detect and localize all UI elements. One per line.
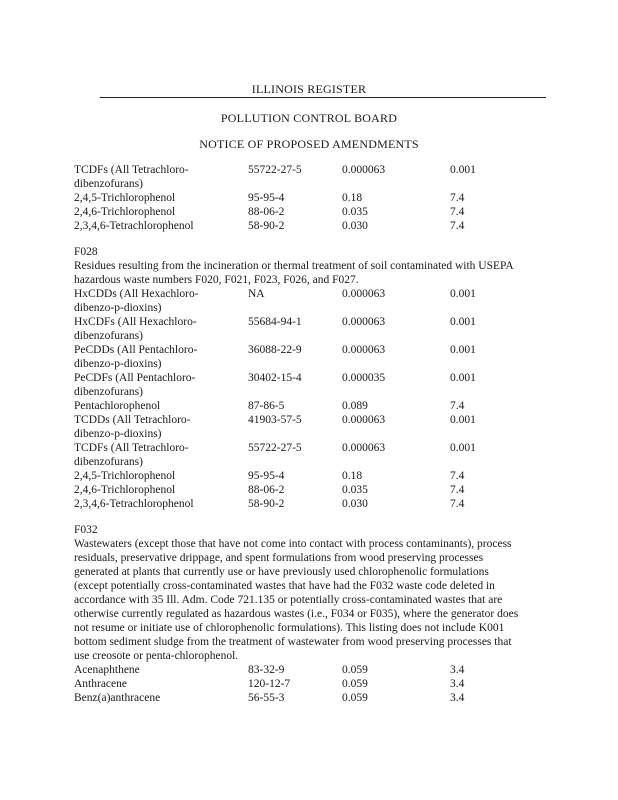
wastewater-standard: 0.059: [342, 692, 368, 704]
table-row: [74, 663, 554, 677]
cas-number: 95-95-4: [248, 192, 285, 204]
nonwastewater-standard: 3.4: [450, 692, 465, 704]
table-row: [74, 469, 554, 483]
cas-number: 88-06-2: [248, 484, 285, 496]
constituent-name: HxCDFs (All Hexachloro-: [74, 316, 197, 328]
constituent-name: Anthracene: [74, 678, 127, 690]
cas-number: 58-90-2: [248, 498, 285, 510]
constituent-name-continued: dibenzo-p-dioxins): [74, 302, 162, 314]
nonwastewater-standard: 7.4: [450, 400, 465, 412]
description-line: bottom sediment sludge from the treatment of wastewater from wood preserving processes that: [74, 636, 512, 648]
wastewater-standard: 0.000035: [342, 372, 386, 384]
wastewater-standard: 0.035: [342, 206, 368, 218]
cas-number: 55684-94-1: [248, 316, 302, 328]
waste-code-f028: F028: [74, 246, 98, 258]
nonwastewater-standard: 0.001: [450, 316, 476, 328]
nonwastewater-standard: 3.4: [450, 678, 465, 690]
constituent-name-continued: dibenzo-p-dioxins): [74, 358, 162, 370]
constituent-name: Pentachlorophenol: [74, 400, 161, 412]
constituent-name: PeCDFs (All Pentachloro-: [74, 372, 196, 384]
register-title: ILLINOIS REGISTER: [251, 82, 367, 96]
constituent-name: Benz(a)anthracene: [74, 692, 161, 704]
description-line: Wastewaters (except those that have not come into contact with process contaminants), process: [74, 538, 512, 550]
table-row: [74, 483, 554, 497]
description-line: accordance with 35 Ill. Adm. Code 721.135 or potentially cross-contaminated wastes that are: [74, 594, 503, 606]
nonwastewater-standard: 0.001: [450, 414, 476, 426]
constituent-name: 2,4,6-Trichlorophenol: [74, 206, 176, 218]
notice-title: NOTICE OF PROPOSED AMENDMENTS: [199, 137, 419, 151]
wastewater-standard: 0.089: [342, 400, 368, 412]
table-row: [74, 691, 554, 705]
description-line: not resume or initiate use of chlorophenolic formulations). This listing does not include K001: [74, 622, 505, 634]
description-line: Residues resulting from the incineration or thermal treatment of soil contaminated with USEPA: [74, 260, 514, 272]
cas-number: 58-90-2: [248, 220, 285, 232]
wastewater-standard: 0.000063: [342, 442, 386, 454]
cas-number: 56-55-3: [248, 692, 285, 704]
wastewater-standard: 0.000063: [342, 344, 386, 356]
cas-number: 88-06-2: [248, 206, 285, 218]
table-row: [74, 315, 554, 329]
table-row: [74, 399, 554, 413]
wastewater-standard: 0.059: [342, 664, 368, 676]
table-row: [74, 343, 554, 357]
description-line: use creosote or penta-chlorophenol.: [74, 650, 239, 662]
cas-number: 83-32-9: [248, 664, 285, 676]
wastewater-standard: 0.18: [342, 470, 363, 482]
cas-number: 120-12-7: [248, 678, 291, 690]
constituent-name: PeCDDs (All Pentachloro-: [74, 344, 198, 356]
constituent-name-continued: dibenzofurans): [74, 178, 143, 190]
constituent-name: TCDDs (All Tetrachloro-: [74, 414, 191, 426]
table-row: [74, 497, 554, 511]
waste-code-f032: F032: [74, 524, 98, 536]
nonwastewater-standard: 0.001: [450, 372, 476, 384]
wastewater-standard: 0.000063: [342, 316, 386, 328]
wastewater-standard: 0.000063: [342, 288, 386, 300]
cas-number: 95-95-4: [248, 470, 285, 482]
nonwastewater-standard: 7.4: [450, 206, 465, 218]
constituent-name: TCDFs (All Tetrachloro-: [74, 442, 189, 454]
constituent-name: 2,4,5-Trichlorophenol: [74, 470, 176, 482]
wastewater-standard: 0.000063: [342, 164, 386, 176]
cas-number: NA: [248, 288, 265, 300]
table-row: [74, 413, 554, 427]
constituent-name: Acenaphthene: [74, 664, 140, 676]
cas-number: 55722-27-5: [248, 164, 302, 176]
description-line: hazardous waste numbers F020, F021, F023, F026, and F027.: [74, 274, 359, 286]
constituent-name: 2,3,4,6-Tetrachlorophenol: [74, 220, 194, 232]
cas-number: 30402-15-4: [248, 372, 302, 384]
constituent-name-continued: dibenzofurans): [74, 330, 143, 342]
constituent-name: HxCDDs (All Hexachloro-: [74, 288, 199, 300]
wastewater-standard: 0.000063: [342, 414, 386, 426]
constituent-name-continued: dibenzofurans): [74, 386, 143, 398]
cas-number: 36088-22-9: [248, 344, 302, 356]
f028-description: [74, 259, 554, 287]
description-line: (except potentially cross-contaminated wastes that have had the F032 waste code deleted in: [74, 580, 495, 592]
table-row: [74, 677, 554, 691]
nonwastewater-standard: 0.001: [450, 344, 476, 356]
nonwastewater-standard: 0.001: [450, 288, 476, 300]
wastewater-standard: 0.18: [342, 192, 363, 204]
nonwastewater-standard: 7.4: [450, 470, 465, 482]
nonwastewater-standard: 0.001: [450, 442, 476, 454]
nonwastewater-standard: 7.4: [450, 192, 465, 204]
nonwastewater-standard: 3.4: [450, 664, 465, 676]
cas-number: 41903-57-5: [248, 414, 302, 426]
cas-number: 87-86-5: [248, 400, 285, 412]
wastewater-standard: 0.059: [342, 678, 368, 690]
constituent-name: TCDFs (All Tetrachloro-: [74, 164, 189, 176]
nonwastewater-standard: 7.4: [450, 498, 465, 510]
table-row: [74, 219, 554, 233]
constituent-name-continued: dibenzofurans): [74, 456, 143, 468]
table-row: [74, 441, 554, 455]
table-row: [74, 205, 554, 219]
wastewater-standard: 0.035: [342, 484, 368, 496]
description-line: generated at plants that currently use or have previously used chlorophenolic formulations: [74, 566, 489, 578]
nonwastewater-standard: 7.4: [450, 484, 465, 496]
nonwastewater-standard: 7.4: [450, 220, 465, 232]
table-row: [74, 371, 554, 385]
table-row: [74, 191, 554, 205]
wastewater-standard: 0.030: [342, 220, 368, 232]
constituent-name-continued: dibenzo-p-dioxins): [74, 428, 162, 440]
f032-description: [74, 537, 554, 663]
cas-number: 55722-27-5: [248, 442, 302, 454]
nonwastewater-standard: 0.001: [450, 164, 476, 176]
constituent-name: 2,4,6-Trichlorophenol: [74, 484, 176, 496]
board-title: POLLUTION CONTROL BOARD: [220, 111, 398, 125]
table-row: [74, 287, 554, 301]
wastewater-standard: 0.030: [342, 498, 368, 510]
description-line: residuals, preservative drippage, and spent formulations from wood preserving processes: [74, 552, 484, 564]
description-line: otherwise currently regulated as hazardous wastes (i.e., F034 or F035), where the generator does: [74, 608, 519, 620]
constituent-name: 2,4,5-Trichlorophenol: [74, 192, 176, 204]
header-rule: [100, 97, 546, 98]
constituent-name: 2,3,4,6-Tetrachlorophenol: [74, 498, 194, 510]
table-row: [74, 163, 554, 177]
